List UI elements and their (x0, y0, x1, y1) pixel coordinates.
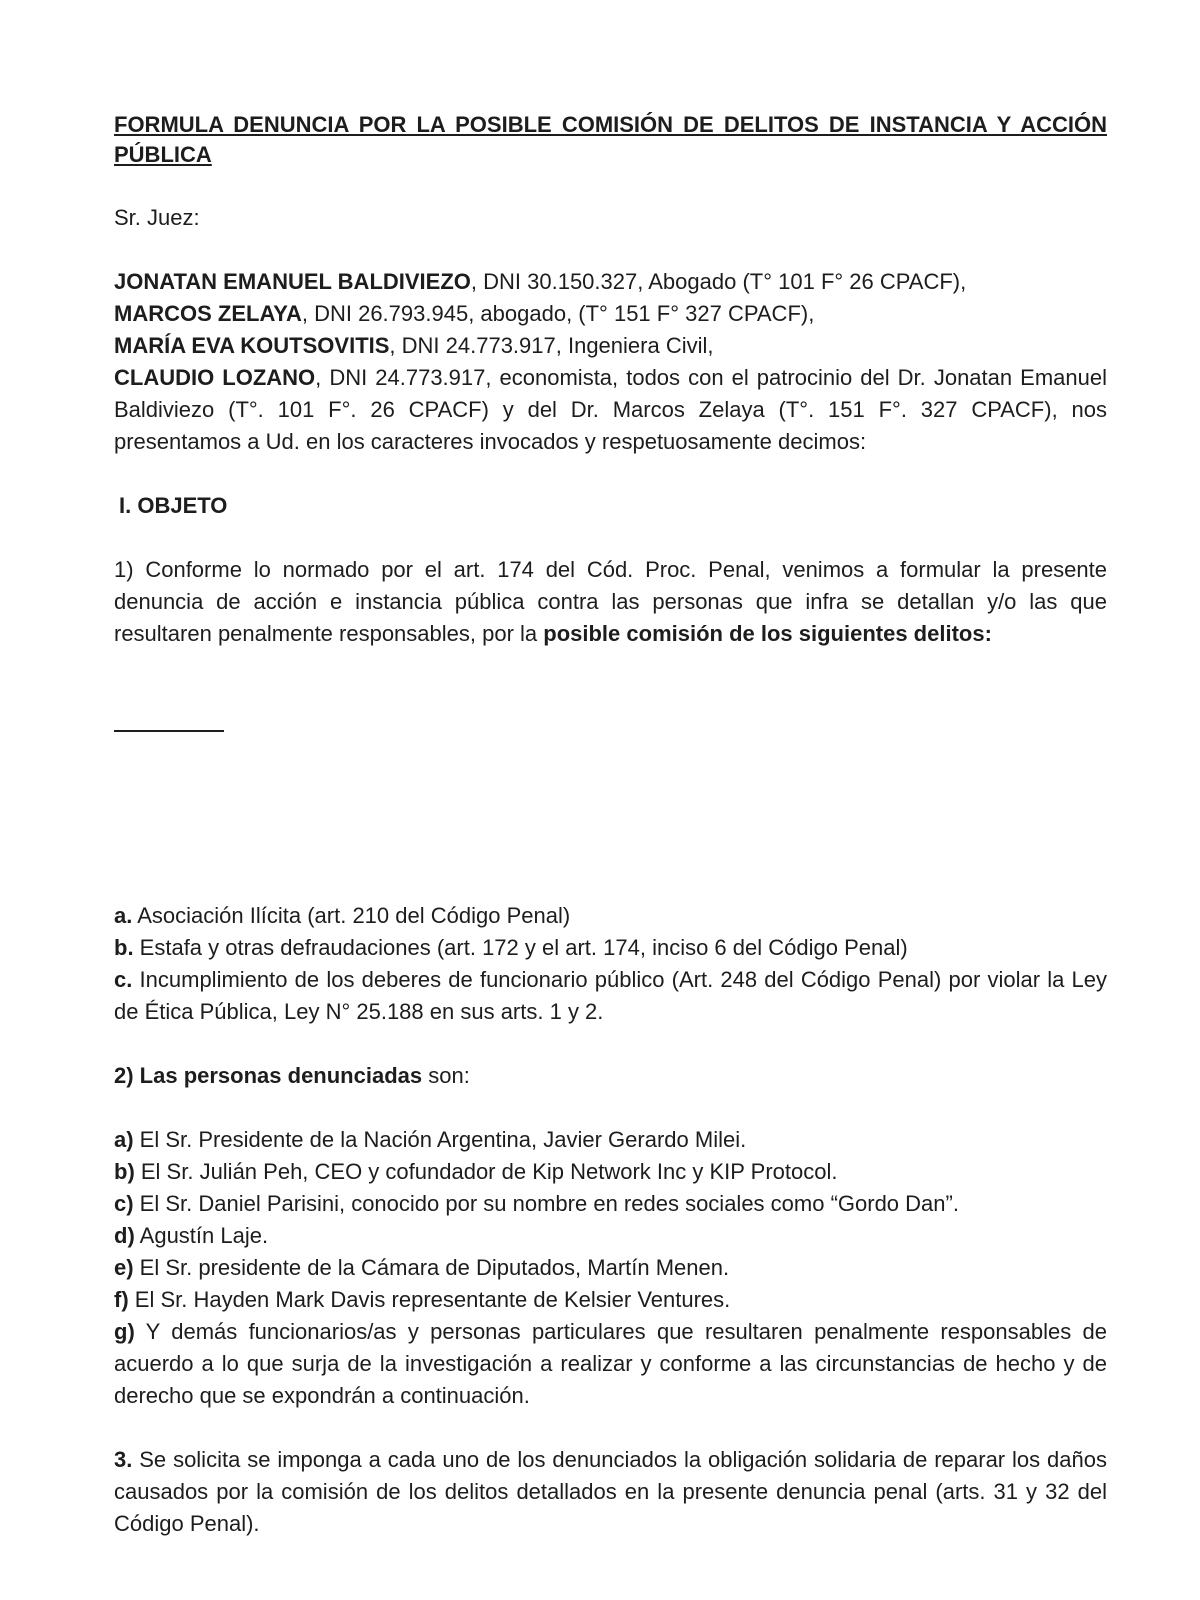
parties-block (114, 266, 1107, 458)
persons-list (114, 1124, 1107, 1412)
list-marker: c. (114, 967, 133, 992)
list-item (114, 1220, 1107, 1252)
list-item (114, 1252, 1107, 1284)
party-details: , DNI 30.150.327, Abogado (T° 101 F° 26 CPACF), (470, 269, 967, 294)
list-text: Asociación Ilícita (art. 210 del Código Penal) (132, 903, 571, 928)
section2-bold: 2) Las personas denunciadas (114, 1063, 423, 1088)
document-title: FORMULA DENUNCIA POR LA POSIBLE COMISIÓN DE DELITOS DE INSTANCIA Y ACCIÓN PÚBLICA (114, 112, 1107, 167)
objeto-bold-text: posible comisión de los siguientes delitos: (543, 621, 992, 646)
section3-bold: 3. (114, 1447, 133, 1472)
list-text: El Sr. Daniel Parisini, conocido por su nombre en redes sociales como “Gordo Dan”. (133, 1191, 959, 1216)
objeto-text: 1) Conforme lo normado por el art. 174 del Cód. Proc. Penal, venimos a formular la presente denuncia de acción e instancia pública contra las personas que infra se detallan y/o las que resultaren penalmente responsables, por la (114, 557, 1107, 646)
list-text: Estafa y otras defraudaciones (art. 172 y el art. 174, inciso 6 del Código Penal) (133, 935, 908, 960)
list-marker: g) (114, 1319, 135, 1344)
party-details: , DNI 26.793.945, abogado, (T° 151 F° 327 CPACF), (301, 301, 815, 326)
section-heading-objeto: I. OBJETO (119, 493, 228, 518)
party-details: , DNI 24.773.917, Ingeniera Civil, (389, 333, 714, 358)
list-marker: a) (114, 1127, 134, 1152)
party-details: , DNI 24.773.917, economista, todos con el patrocinio del Dr. Jonatan Emanuel Baldiviezo (T°. 101 F°. 26 CPACF) y del Dr. Marcos Zelaya (T°. 151 F°. 327 CPACF), nos presentamos a Ud. en los caracteres invocados y respetuosamente decimos: (114, 365, 1108, 454)
party-line (114, 266, 1107, 298)
list-text: El Sr. presidente de la Cámara de Diputados, Martín Menen. (133, 1255, 730, 1280)
party-line (114, 298, 1107, 330)
list-text: El Sr. Presidente de la Nación Argentina, Javier Gerardo Milei. (133, 1127, 747, 1152)
objeto-paragraph (114, 554, 1107, 650)
list-item (114, 964, 1107, 1028)
list-text: Incumplimiento de los deberes de funcionario público (Art. 248 del Código Penal) por violar la Ley de Ética Pública, Ley N° 25.188 en sus arts. 1 y 2. (114, 967, 1107, 1024)
salutation: Sr. Juez: (114, 205, 200, 230)
list-text: Y demás funcionarios/as y personas particulares que resultaren penalmente responsables de acuerdo a lo que surja de la investigación a realizar y conforme a las circunstancias de hecho y de derecho que se expondrán a continuación. (114, 1319, 1107, 1408)
list-marker: e) (114, 1255, 134, 1280)
list-marker: c) (114, 1191, 134, 1216)
section3-rest: Se solicita se imponga a cada uno de los denunciados la obligación solidaria de reparar los daños causados por la comisión de los delitos detallados en la presente denuncia penal (arts. 31 y 32 del Código Penal). (114, 1447, 1107, 1536)
list-item (114, 1316, 1107, 1412)
list-item (114, 1124, 1107, 1156)
party-name: MARÍA EVA KOUTSOVITIS (114, 333, 390, 358)
crimes-list (114, 900, 1107, 1028)
section-heading-denunciados (114, 1060, 1107, 1092)
list-item (114, 1188, 1107, 1220)
party-line (114, 362, 1107, 458)
list-marker: b. (114, 935, 134, 960)
party-line (114, 330, 1107, 362)
list-item (114, 932, 1107, 964)
list-marker: a. (114, 903, 133, 928)
list-marker: f) (114, 1287, 129, 1312)
party-name: JONATAN EMANUEL BALDIVIEZO (114, 269, 471, 294)
section2-rest: son: (422, 1063, 470, 1088)
party-name: MARCOS ZELAYA (114, 301, 302, 326)
list-marker: d) (114, 1223, 135, 1248)
reparation-paragraph (114, 1444, 1107, 1540)
list-text: El Sr. Hayden Mark Davis representante de Kelsier Ventures. (128, 1287, 731, 1312)
list-marker: b) (114, 1159, 135, 1184)
list-item (114, 1284, 1107, 1316)
list-item (114, 1156, 1107, 1188)
list-text: Agustín Laje. (134, 1223, 269, 1248)
document-page (114, 110, 1107, 1540)
party-name: CLAUDIO LOZANO (114, 365, 316, 390)
list-text: El Sr. Julián Peh, CEO y cofundador de Kip Network Inc y KIP Protocol. (134, 1159, 838, 1184)
list-item (114, 900, 1107, 932)
